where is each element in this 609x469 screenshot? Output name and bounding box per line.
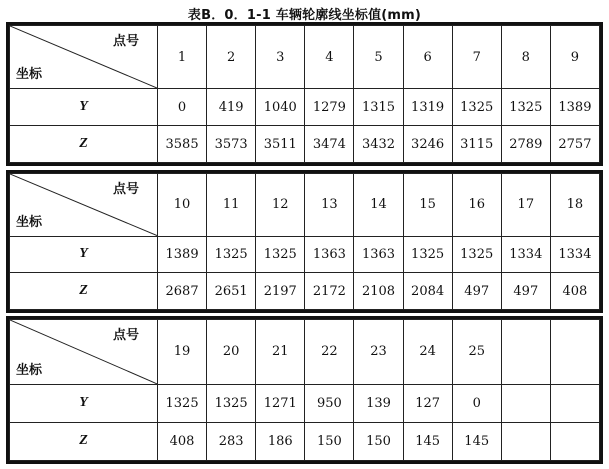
row-label-y: Y xyxy=(10,236,158,273)
value-cell-z: 3432 xyxy=(354,126,403,163)
value-cell-y: 1325 xyxy=(403,236,452,273)
value-cell-z xyxy=(550,422,599,460)
value-cell-y: 1315 xyxy=(354,89,403,126)
point-number-cell: 4 xyxy=(305,26,354,89)
value-cell-y: 1325 xyxy=(256,236,305,273)
value-cell-y: 950 xyxy=(305,384,354,422)
value-cell-y: 1271 xyxy=(256,384,305,422)
value-cell-z: 2084 xyxy=(403,273,452,310)
point-number-cell: 13 xyxy=(305,174,354,237)
point-number-cell: 9 xyxy=(550,26,599,89)
row-z xyxy=(10,273,600,310)
value-cell-z xyxy=(501,422,550,460)
value-cell-z: 186 xyxy=(256,422,305,460)
table-block-1 xyxy=(6,22,603,166)
value-cell-y: 1325 xyxy=(452,236,501,273)
point-number-cell: 19 xyxy=(158,320,207,385)
value-cell-y: 1334 xyxy=(550,236,599,273)
point-number-cell: 18 xyxy=(550,174,599,237)
table-title: 表B．0．1-1 车辆轮廓线坐标值(mm) xyxy=(187,8,422,23)
point-number-cell xyxy=(550,320,599,385)
value-cell-z: 497 xyxy=(452,273,501,310)
value-cell-z: 3474 xyxy=(305,126,354,163)
value-cell-y: 1325 xyxy=(501,89,550,126)
value-cell-y xyxy=(550,384,599,422)
row-label-z: Z xyxy=(10,422,158,460)
point-number-cell: 12 xyxy=(256,174,305,237)
value-cell-z: 145 xyxy=(452,422,501,460)
value-cell-z: 2108 xyxy=(354,273,403,310)
value-cell-y: 0 xyxy=(452,384,501,422)
corner-label-point: 点号 xyxy=(112,34,139,49)
point-number-cell: 11 xyxy=(207,174,256,237)
value-cell-y: 1389 xyxy=(158,236,207,273)
value-cell-z: 3115 xyxy=(452,126,501,163)
corner-label-coord: 坐标 xyxy=(16,67,43,83)
value-cell-z: 2197 xyxy=(256,273,305,310)
table-block-2 xyxy=(6,170,603,313)
value-cell-z: 408 xyxy=(158,422,207,460)
point-number-cell: 20 xyxy=(207,320,256,385)
point-number-cell: 1 xyxy=(158,26,207,89)
point-number-cell: 7 xyxy=(452,26,501,89)
point-number-cell: 10 xyxy=(158,174,207,237)
value-cell-y: 127 xyxy=(403,384,452,422)
corner-cell xyxy=(10,26,158,89)
corner-cell xyxy=(10,174,158,237)
value-cell-y: 139 xyxy=(354,384,403,422)
row-y xyxy=(10,236,600,273)
value-cell-y: 1325 xyxy=(207,384,256,422)
row-z xyxy=(10,422,600,460)
value-cell-y xyxy=(501,384,550,422)
value-cell-z: 3573 xyxy=(207,126,256,163)
value-cell-z: 2651 xyxy=(207,273,256,310)
value-cell-y: 1389 xyxy=(550,89,599,126)
value-cell-z: 2172 xyxy=(305,273,354,310)
row-label-z: Z xyxy=(10,273,158,310)
value-cell-y: 1040 xyxy=(256,89,305,126)
corner-label-point: 点号 xyxy=(112,182,139,197)
value-cell-y: 1325 xyxy=(452,89,501,126)
point-number-cell: 21 xyxy=(256,320,305,385)
value-cell-z: 150 xyxy=(305,422,354,460)
point-number-cell: 24 xyxy=(403,320,452,385)
value-cell-z: 283 xyxy=(207,422,256,460)
point-number-cell: 6 xyxy=(403,26,452,89)
row-y xyxy=(10,89,600,126)
point-number-cell: 17 xyxy=(501,174,550,237)
point-number-cell: 3 xyxy=(256,26,305,89)
point-number-cell xyxy=(501,320,550,385)
corner-label-coord: 坐标 xyxy=(16,362,43,378)
value-cell-y: 1363 xyxy=(305,236,354,273)
value-cell-y: 1325 xyxy=(158,384,207,422)
value-cell-y: 1325 xyxy=(207,236,256,273)
value-cell-z: 150 xyxy=(354,422,403,460)
value-cell-z: 408 xyxy=(550,273,599,310)
value-cell-y: 1363 xyxy=(354,236,403,273)
point-number-cell: 22 xyxy=(305,320,354,385)
point-number-cell: 15 xyxy=(403,174,452,237)
value-cell-y: 0 xyxy=(158,89,207,126)
row-label-y: Y xyxy=(10,384,158,422)
value-cell-z: 3511 xyxy=(256,126,305,163)
value-cell-z: 3585 xyxy=(158,126,207,163)
point-number-cell: 2 xyxy=(207,26,256,89)
value-cell-z: 2687 xyxy=(158,273,207,310)
value-cell-y: 1334 xyxy=(501,236,550,273)
value-cell-z: 3246 xyxy=(403,126,452,163)
point-number-cell: 14 xyxy=(354,174,403,237)
row-label-z: Z xyxy=(10,126,158,163)
point-number-cell: 5 xyxy=(354,26,403,89)
value-cell-z: 2757 xyxy=(550,126,599,163)
point-number-cell: 25 xyxy=(452,320,501,385)
row-z xyxy=(10,126,600,163)
corner-label-coord: 坐标 xyxy=(16,214,43,230)
table-block-3 xyxy=(6,316,603,464)
value-cell-z: 2789 xyxy=(501,126,550,163)
value-cell-y: 1319 xyxy=(403,89,452,126)
corner-cell xyxy=(10,320,158,385)
row-label-y: Y xyxy=(10,89,158,126)
point-number-cell: 23 xyxy=(354,320,403,385)
row-y xyxy=(10,384,600,422)
value-cell-z: 145 xyxy=(403,422,452,460)
value-cell-z: 497 xyxy=(501,273,550,310)
value-cell-y: 1279 xyxy=(305,89,354,126)
point-number-cell: 16 xyxy=(452,174,501,237)
point-number-cell: 8 xyxy=(501,26,550,89)
corner-label-point: 点号 xyxy=(112,328,139,343)
value-cell-y: 419 xyxy=(207,89,256,126)
